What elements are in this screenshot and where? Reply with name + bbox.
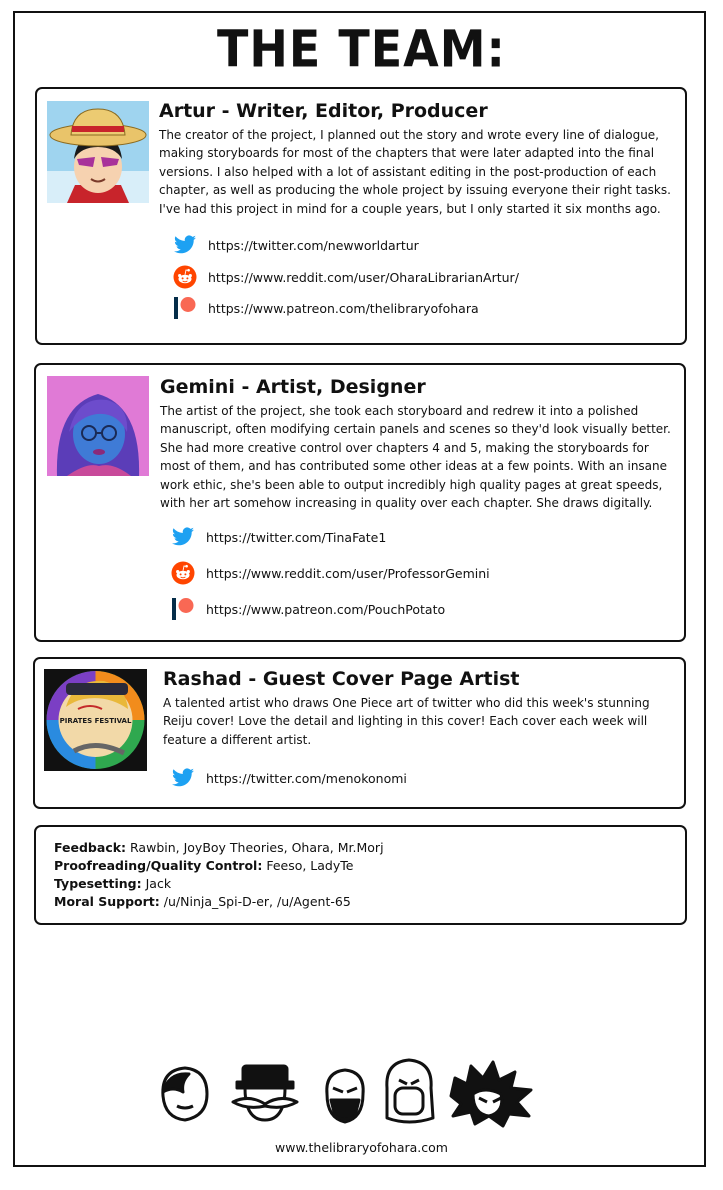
reddit-link-row[interactable] bbox=[172, 265, 519, 289]
credit-feedback bbox=[54, 839, 667, 857]
footer-website-link[interactable]: www.thelibraryofohara.com bbox=[275, 1140, 448, 1155]
member-card-gemini bbox=[34, 363, 686, 642]
patreon-link[interactable]: https://www.patreon.com/thelibraryofohara bbox=[208, 300, 479, 316]
credit-label: Feedback: bbox=[54, 840, 127, 855]
reddit-icon bbox=[172, 265, 198, 289]
member-description: The creator of the project, I planned out the story and wrote every line of dialogue, making storyboards for most of the chapters that were later adapted into the final versions. I also helped with a lot of assistant editing in the post-production of each chapter, as well as producing the whole project by issuing everyone their right tasks. I've had this project in mind for a couple years, but I only started it six months ago. bbox=[159, 128, 671, 216]
reddit-link[interactable]: https://www.reddit.com/user/OharaLibrarianArtur/ bbox=[208, 269, 519, 285]
twitter-link[interactable]: https://twitter.com/newworldartur bbox=[208, 237, 419, 253]
credit-label: Moral Support: bbox=[54, 894, 160, 909]
member-description: The artist of the project, she took each storyboard and redrew it into a polished manuscript, often modifying certain panels and scenes so they'd look visually better. She had more creative control over chapters 4 and 5, making the storyboards for most of them, and has contributed some other ideas at a few points. With an insane work ethic, she's been able to output incredibly high quality pages at great speeds, with her art somehow increasing in quality over each chapter. She draws digitally. bbox=[160, 404, 671, 511]
reddit-icon bbox=[170, 561, 196, 585]
credit-value: Feeso, LadyTe bbox=[262, 858, 354, 873]
patreon-icon bbox=[172, 296, 198, 320]
member-description: A talented artist who draws One Piece art of twitter who did this week's stunning Reiju cover! Love the detail and lighting in this cover! Each cover each week will feature a different artist. bbox=[163, 696, 650, 747]
twitter-link[interactable]: https://twitter.com/menokonomi bbox=[206, 770, 407, 786]
twitter-link-row[interactable] bbox=[170, 766, 407, 790]
credit-value: Rawbin, JoyBoy Theories, Ohara, Mr.Morj bbox=[126, 840, 384, 855]
twitter-link-row[interactable] bbox=[170, 525, 386, 549]
member-name: Rashad - Guest Cover Page Artist bbox=[163, 668, 520, 690]
patreon-link-row[interactable] bbox=[172, 296, 479, 320]
credit-proofreading bbox=[54, 857, 667, 875]
pirates-festival-avatar bbox=[44, 669, 147, 771]
chibi-character-heads-icon bbox=[155, 1058, 545, 1128]
credit-label: Proofreading/Quality Control: bbox=[54, 858, 263, 873]
patreon-link[interactable]: https://www.patreon.com/PouchPotato bbox=[206, 601, 446, 617]
credit-moral-support bbox=[54, 893, 667, 911]
credit-value: Jack bbox=[141, 876, 172, 891]
member-name: Gemini - Artist, Designer bbox=[160, 376, 426, 398]
credit-label: Typesetting: bbox=[54, 876, 142, 891]
member-card-rashad bbox=[33, 657, 686, 809]
member-name: Artur - Writer, Editor, Producer bbox=[159, 100, 488, 122]
reddit-link-row[interactable] bbox=[170, 561, 490, 585]
patreon-link-row[interactable] bbox=[170, 597, 445, 621]
credit-value: /u/Ninja_Spi-D-er, /u/Agent-65 bbox=[159, 894, 351, 909]
credits-box bbox=[34, 825, 687, 925]
page-title: THE TEAM: bbox=[217, 19, 506, 79]
credit-typesetting bbox=[54, 875, 667, 893]
twitter-link[interactable]: https://twitter.com/TinaFate1 bbox=[206, 529, 387, 545]
purple-haired-girl-avatar bbox=[47, 376, 149, 476]
pirates-festival-label: PIRATES FESTIVAL bbox=[59, 717, 132, 725]
reddit-link[interactable]: https://www.reddit.com/user/ProfessorGemini bbox=[206, 565, 490, 581]
member-card-artur bbox=[35, 87, 687, 345]
twitter-icon bbox=[170, 525, 196, 549]
patreon-icon bbox=[170, 597, 196, 621]
twitter-icon bbox=[170, 766, 196, 790]
twitter-icon bbox=[172, 233, 198, 257]
straw-hat-character-avatar bbox=[47, 101, 149, 203]
twitter-link-row[interactable] bbox=[172, 233, 419, 257]
